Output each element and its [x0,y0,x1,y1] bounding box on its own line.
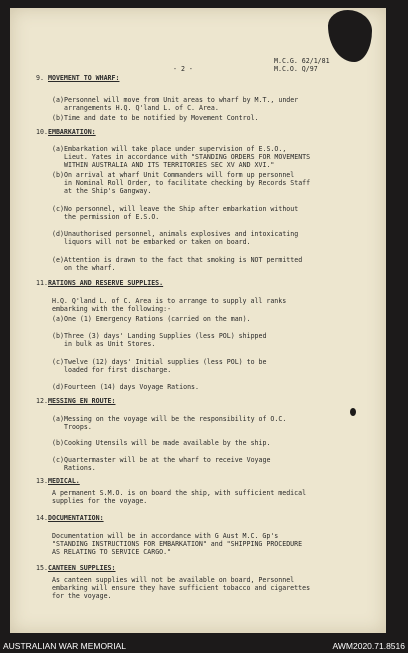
torn-corner-stain [328,10,372,62]
item-text-line: Messing on the voyage will be the responsibility of O.C. [64,415,287,423]
section-intro-line: embarking with the following:- [52,305,172,314]
section-intro-line: Documentation will be in accordance with G Aust M.C. Gp's [52,532,279,540]
item-marker: (a) [52,96,64,104]
section-number: 13. [36,477,48,485]
item-marker: (d) [52,383,64,391]
section-number: 12. [36,397,48,405]
item-marker: (b) [52,439,64,447]
item-text-line: Personnel will move from Unit areas to wharf by M.T., under [64,96,299,104]
item-marker: (e) [52,256,64,264]
item-text-line: Rations. [64,464,96,473]
item-text-line: Embarkation will take place under supervision of E.S.O., [64,145,287,153]
item-text-line: on the wharf. [64,264,116,273]
item-marker: (c) [52,456,64,464]
item-text-line: the permission of E.S.O. [64,213,160,222]
item-marker: (c) [52,358,64,366]
item-text-line: One (1) Emergency Rations (carried on the man). [64,315,251,323]
item-text-line: Lieut. Yates in accordance with "STANDING ORDERS FOR MOVEMENTS [64,153,311,162]
item-text-line: in bulk as Unit Stores. [64,340,156,349]
section-heading: CANTEEN SUPPLIES: [48,564,116,572]
section-heading: DOCUMENTATION: [48,514,104,522]
section-heading: MESSING EN ROUTE: [48,397,116,405]
item-text-line: Troops. [64,423,92,432]
section-heading: EMBARKATION: [48,128,96,136]
section-number: 14. [36,514,48,522]
section-number: 10. [36,128,48,136]
item-marker: (b) [52,114,64,122]
item-text-line: in Nominal Roll Order, to facilitate checking by Records Staff [64,179,311,188]
section-intro-line: A permanent S.M.O. is on board the ship, with sufficient medical [52,489,307,497]
section-heading: MOVEMENT TO WHARF: [48,74,120,82]
item-text-line: at the Ship's Gangway. [64,187,152,196]
item-text-line: Cooking Utensils will be made available by the ship. [64,439,271,447]
section-intro-line: As canteen supplies will not be available on board, Personnel [52,576,295,584]
item-text-line: On arrival at wharf Unit Commanders will form up personnel [64,171,295,179]
item-marker: (b) [52,171,64,179]
item-marker: (d) [52,230,64,238]
item-text-line: Fourteen (14) days Voyage Rations. [64,383,199,391]
item-marker: (a) [52,315,64,323]
item-text-line: loaded for first discharge. [64,366,172,375]
item-marker: (b) [52,332,64,340]
item-text-line: Twelve (12) days' Initial supplies (less POL) to be [64,358,267,366]
section-intro-line: embarking will ensure they have sufficient tobacco and cigarettes [52,584,311,593]
page-number: - 2 - [173,65,193,73]
section-number: 9. [36,74,44,82]
section-intro-line: "STANDING INSTRUCTIONS FOR EMBARKATION" and "SHIPPING PROCEDURE [52,540,303,549]
section-heading: RATIONS AND RESERVE SUPPLIES. [48,279,164,287]
item-text-line: WITHIN AUSTRALIA AND ITS TERRITORIES SEC XV AND XVI." [64,161,275,170]
item-text-line: arrangements H.Q. Q'land L. of C. Area. [64,104,219,113]
section-number: 11. [36,279,48,287]
item-marker: (a) [52,415,64,423]
ink-blot [350,408,356,416]
reference-line-2: M.C.O. Q/97 [274,65,318,73]
section-intro-line: supplies for the voyage. [52,497,148,506]
item-text-line: Unauthorised personnel, animals explosives and intoxicating [64,230,299,238]
item-text-line: Three (3) days' Landing Supplies (less POL) shipped [64,332,267,340]
section-number: 15. [36,564,48,572]
footer-accession-number: AWM2020.71.8516 [332,641,405,651]
item-text-line: Attention is drawn to the fact that smoking is NOT permitted [64,256,303,264]
section-heading: MEDICAL. [48,477,80,485]
item-text-line: Quartermaster will be at the wharf to receive Voyage [64,456,271,464]
item-text-line: liquors will not be embarked or taken on board. [64,238,251,247]
item-marker: (a) [52,145,64,153]
section-intro-line: H.Q. Q'land L. of C. Area is to arrange to supply all ranks [52,297,287,305]
section-intro-line: for the voyage. [52,592,112,601]
item-marker: (c) [52,205,64,213]
section-intro-line: AS RELATING TO SERVICE CARGO." [52,548,172,557]
footer-institution: AUSTRALIAN WAR MEMORIAL [3,641,126,651]
item-text-line: Time and date to be notified by Movement Control. [64,114,259,122]
document-page [10,8,386,633]
reference-line-1: M.C.G. 62/1/81 [274,57,330,65]
item-text-line: No personnel, will leave the Ship after embarkation without [64,205,299,213]
archive-footer [0,640,408,653]
